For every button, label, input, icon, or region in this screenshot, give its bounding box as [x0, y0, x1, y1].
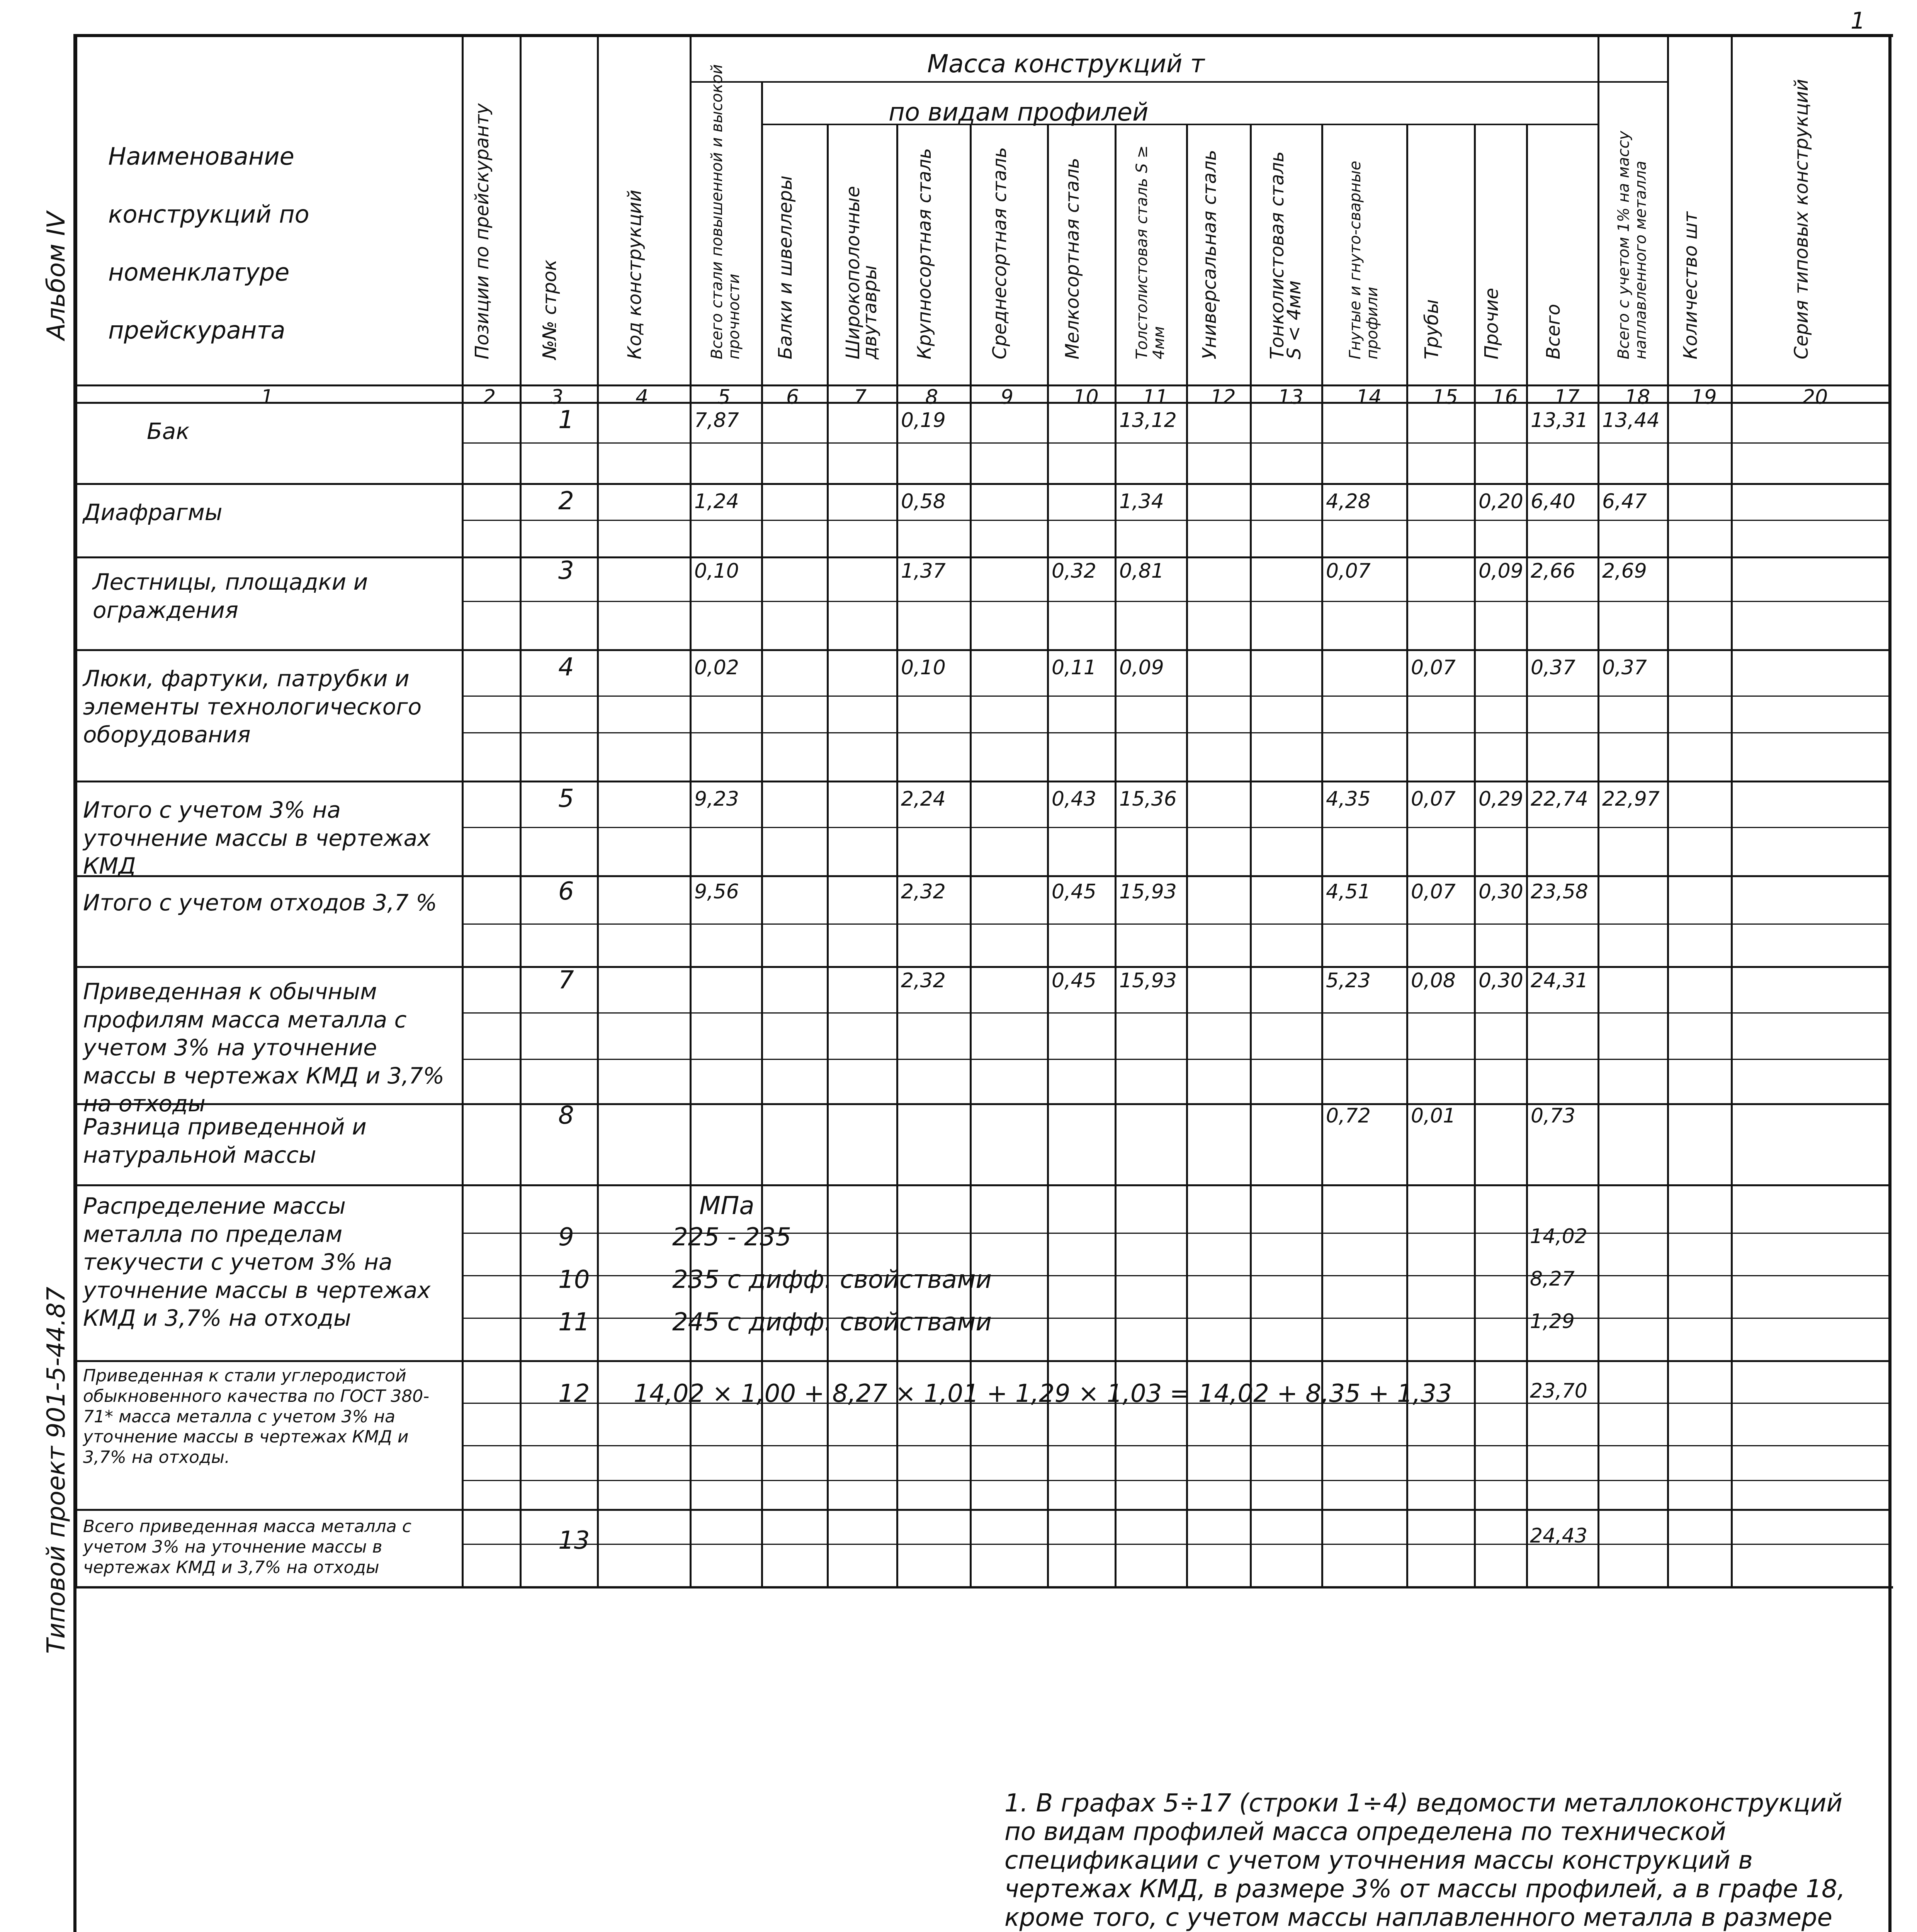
column-number: 20	[1802, 386, 1828, 409]
row-value-c5: 9,56	[694, 880, 739, 903]
row-value-c14: 0,07	[1326, 560, 1371, 583]
grid-line-v	[1250, 124, 1252, 1586]
grid-line-h	[75, 966, 1889, 968]
column-header-10: Мелкосортная сталь	[1061, 158, 1083, 359]
column-header-4: Код конструкций	[624, 190, 646, 359]
row-value-c17: 2,66	[1531, 560, 1575, 583]
grid-line-h	[462, 732, 1889, 733]
row-value-c10: 0,45	[1052, 969, 1096, 992]
row-value-c15: 0,01	[1411, 1104, 1456, 1128]
row-number: 8	[558, 1101, 574, 1130]
grid-line-h	[462, 520, 1889, 521]
grid-line-v	[1889, 37, 1891, 1586]
column-header-2: Позиции по прейскуранту	[471, 103, 493, 359]
column-number: 5	[717, 386, 731, 409]
grid-line-v	[1598, 37, 1599, 1586]
row-number: 2	[558, 487, 574, 515]
row-value-c8: 1,37	[901, 560, 946, 583]
row-value-c5: 7,87	[694, 409, 739, 432]
row-value-c17: 23,58	[1531, 880, 1588, 903]
distribution-number: 9	[558, 1223, 574, 1252]
row-value-c15: 0,07	[1411, 880, 1456, 903]
column-number: 13	[1278, 386, 1303, 409]
row-value-c10: 0,32	[1052, 560, 1096, 583]
row-value-c17: 6,40	[1531, 490, 1575, 513]
grid-line-v	[1526, 124, 1528, 1586]
column-header-3: №№ строк	[539, 259, 561, 359]
row-value-c5: 9,23	[694, 787, 739, 811]
row-number: 3	[558, 556, 574, 585]
grid-line-v	[896, 124, 898, 1586]
row-label: Диафрагмы	[83, 499, 223, 526]
row-value-c16: 0,30	[1479, 969, 1523, 992]
row-value-c10: 0,45	[1052, 880, 1096, 903]
distribution-grade: 225 - 235	[672, 1223, 792, 1252]
column-number: 9	[1001, 386, 1014, 409]
row-number: 7	[558, 966, 574, 995]
row-value-c8: 0,58	[901, 490, 946, 513]
grid-line-h	[75, 649, 1889, 651]
row-value-c11: 0,09	[1119, 656, 1164, 679]
column-header-7: Широкополочные двутавры	[842, 186, 881, 359]
grid-line-h	[690, 81, 1667, 83]
grid-line-v	[75, 37, 77, 1586]
note-text: 1. В графах 5÷17 (строки 1÷4) ведомости металлоконструкций по видам профилей масса определена по технической спецификации с учетом уточнения массы конструкций в чертежах КМД, в размере 3% от массы профилей, а в графе 18, кроме того, с учетом массы наплавленного металла в размере	[1004, 1789, 1846, 1932]
grid-line-h	[75, 781, 1889, 782]
row-number: 1	[558, 406, 574, 434]
column-header-13: Тонколистовая сталь S < 4мм	[1266, 151, 1305, 359]
row-value-c17: 24,31	[1531, 969, 1588, 992]
grid-line-v	[1731, 37, 1733, 1586]
project-label: Типовой проект 901-5-44.87	[42, 1286, 71, 1654]
column-header-9: Среднесортная сталь	[989, 147, 1011, 359]
row-value-c8: 0,19	[901, 409, 946, 432]
row-number: 6	[558, 877, 574, 906]
column-number: 6	[786, 386, 799, 409]
column-number: 16	[1492, 386, 1518, 409]
row13-number: 13	[558, 1526, 590, 1555]
column-number: 19	[1691, 386, 1717, 409]
grid-line-h	[462, 923, 1889, 925]
grid-line-v	[1406, 124, 1408, 1586]
column-number: 15	[1432, 386, 1458, 409]
column-header-15: Трубы	[1421, 299, 1443, 359]
column-number: 7	[854, 386, 867, 409]
row-label: Приведенная к обычным профилям масса металла с учетом 3% на уточнение массы в чертежах КМД и 3,7% на отходы	[83, 978, 445, 1117]
column-header-19: Количество шт	[1679, 211, 1701, 359]
column-header-12: Универсальная сталь	[1198, 150, 1220, 359]
column-number: 1	[261, 386, 274, 409]
column-number: 8	[925, 386, 938, 409]
grid-line-h	[75, 1184, 1889, 1186]
row-value-c16: 0,20	[1479, 490, 1523, 513]
grid-line-v	[1115, 124, 1117, 1586]
grid-line-h	[462, 1480, 1889, 1481]
distribution-number: 11	[558, 1308, 590, 1337]
grid-line-v	[1667, 37, 1669, 1586]
column-header-8: Крупносортная сталь	[914, 148, 935, 359]
row-value-c8: 2,32	[901, 880, 946, 903]
row-value-c5: 1,24	[694, 490, 739, 513]
column-number: 10	[1073, 386, 1099, 409]
row-value-c8: 2,24	[901, 787, 946, 811]
row-value-c14: 5,23	[1326, 969, 1371, 992]
distribution-label: Распределение массы металла по пределам текучести с учетом 3% на уточнение массы в чертежах КМД и 3,7% на отходы	[83, 1193, 431, 1331]
column-header-5: Всего стали повышенной и высокой прочности	[708, 64, 743, 359]
row-value-c18: 0,37	[1602, 656, 1647, 679]
name-column-header: Наименование конструкций по номенклатуре прейскуранта	[108, 142, 309, 344]
row-value-c15: 0,07	[1411, 787, 1456, 811]
row-value-c14: 4,28	[1326, 490, 1371, 513]
grid-line-h	[462, 1012, 1889, 1014]
distribution-number: 10	[558, 1265, 590, 1294]
album-label: Альбом IV	[42, 211, 71, 340]
distribution-unit: МПа	[699, 1192, 755, 1220]
row-label: Итого с учетом 3% на уточнение массы в чертежах КМД	[83, 797, 431, 879]
row-value-c5: 0,02	[694, 656, 739, 679]
row12-formula: 14,02 × 1,00 + 8,27 × 1,01 + 1,29 × 1,03 = 14,02 + 8,35 + 1,33	[634, 1379, 1452, 1408]
row-value-c10: 0,11	[1052, 656, 1096, 679]
grid-line-h	[462, 1059, 1889, 1060]
grid-line-h	[462, 442, 1889, 444]
distribution-grade: 235 с дифф. свойствами	[672, 1265, 992, 1294]
row-label: Люки, фартуки, патрубки и элементы технологического оборудования	[83, 665, 422, 748]
row12-label: Приведенная к стали углеродистой обыкновенного качества по ГОСТ 380-71* масса металла с учетом 3% на уточнение массы в чертежах КМД и 3,7% на отходы.	[83, 1366, 430, 1468]
grid-line-h	[761, 124, 1598, 125]
row-value-c14: 0,72	[1326, 1104, 1371, 1128]
distribution-total: 1,29	[1530, 1310, 1575, 1333]
grid-line-h	[75, 384, 1889, 386]
row-value-c14: 4,35	[1326, 787, 1371, 811]
row-label: Разница приведенной и натуральной массы	[83, 1114, 367, 1168]
column-number: 4	[636, 386, 649, 409]
column-number: 2	[483, 386, 496, 409]
grid-line-v	[827, 124, 829, 1586]
grid-line-v	[520, 37, 522, 1586]
row-value-c16: 0,30	[1479, 880, 1523, 903]
column-header-11: Толстолистовая сталь S ≥ 4мм	[1133, 145, 1168, 359]
row-label: Итого с учетом отходов 3,7 %	[83, 889, 437, 916]
mass-group-header: Масса конструкций т	[927, 50, 1205, 78]
row-value-c11: 15,93	[1119, 880, 1177, 903]
column-header-20: Серия типовых конструкций	[1791, 79, 1812, 359]
row-value-c17: 0,37	[1531, 656, 1575, 679]
column-number: 3	[551, 386, 564, 409]
row-value-c14: 4,51	[1326, 880, 1371, 903]
distribution-total: 14,02	[1530, 1225, 1587, 1248]
column-header-17: Всего	[1542, 304, 1564, 359]
row-value-c11: 1,34	[1119, 490, 1164, 513]
corner-mark: 1	[1851, 7, 1866, 34]
grid-line-v	[1047, 124, 1049, 1586]
column-number: 11	[1142, 386, 1168, 409]
distribution-grade: 245 с дифф. свойствами	[672, 1308, 992, 1337]
column-number: 17	[1554, 386, 1580, 409]
grid-line-h	[75, 556, 1889, 558]
row-value-c11: 15,36	[1119, 787, 1177, 811]
row-label: Бак	[147, 418, 190, 444]
row-value-c18: 22,97	[1602, 787, 1660, 811]
row-value-c18: 6,47	[1602, 490, 1647, 513]
row-value-c10: 0,43	[1052, 787, 1096, 811]
grid-line-h	[75, 1360, 1889, 1362]
grid-line-h	[75, 1586, 1889, 1588]
row-value-c17: 13,31	[1531, 409, 1588, 432]
column-number: 12	[1210, 386, 1236, 409]
row-number: 4	[558, 653, 574, 682]
row-value-c5: 0,10	[694, 560, 739, 583]
row-value-c11: 15,93	[1119, 969, 1177, 992]
row-value-c16: 0,09	[1479, 560, 1523, 583]
row-value-c16: 0,29	[1479, 787, 1523, 811]
grid-line-v	[1474, 124, 1476, 1586]
grid-line-v	[1321, 124, 1323, 1586]
row12-number: 12	[558, 1379, 590, 1408]
grid-line-h	[462, 696, 1889, 697]
column-header-16: Прочие	[1480, 287, 1502, 359]
row-value-c8: 2,32	[901, 969, 946, 992]
grid-line-v	[597, 37, 599, 1586]
row-value-c17: 0,73	[1531, 1104, 1575, 1128]
column-number: 14	[1356, 386, 1382, 409]
row-value-c17: 22,74	[1531, 787, 1588, 811]
grid-line-v	[1186, 124, 1188, 1586]
grid-line-h	[75, 402, 1889, 404]
row-value-c18: 2,69	[1602, 560, 1647, 583]
distribution-total: 8,27	[1530, 1267, 1575, 1291]
grid-line-v	[462, 37, 464, 1586]
column-header-14: Гнутые и гнуто-сварные профили	[1346, 161, 1381, 359]
grid-line-v	[690, 37, 692, 1586]
row-value-c11: 13,12	[1119, 409, 1177, 432]
grid-line-h	[75, 1509, 1889, 1511]
column-header-6: Балки и швеллеры	[775, 175, 796, 359]
grid-line-v	[970, 124, 972, 1586]
row13-total: 24,43	[1530, 1524, 1587, 1548]
grid-line-h	[462, 827, 1889, 828]
grid-line-h	[462, 1544, 1889, 1545]
grid-line-h	[462, 1445, 1889, 1446]
row-label: Лестницы, площадки и ограждения	[93, 569, 368, 623]
row13-label: Всего приведенная масса металла с учетом 3% на уточнение массы в чертежах КМД и 3,7% на отходы	[83, 1517, 411, 1577]
profile-group-header: по видам профилей	[889, 98, 1149, 127]
row-value-c8: 0,10	[901, 656, 946, 679]
row-value-c11: 0,81	[1119, 560, 1164, 583]
row12-total: 23,70	[1530, 1379, 1587, 1403]
row-value-c18: 13,44	[1602, 409, 1660, 432]
row-value-c15: 0,07	[1411, 656, 1456, 679]
column-number: 18	[1625, 386, 1650, 409]
row-value-c15: 0,08	[1411, 969, 1456, 992]
row-number: 5	[558, 784, 574, 813]
column-header-18: Всего с учетом 1% на массу наплавленного металла	[1615, 131, 1650, 359]
grid-line-h	[462, 601, 1889, 602]
grid-line-h	[75, 483, 1889, 485]
